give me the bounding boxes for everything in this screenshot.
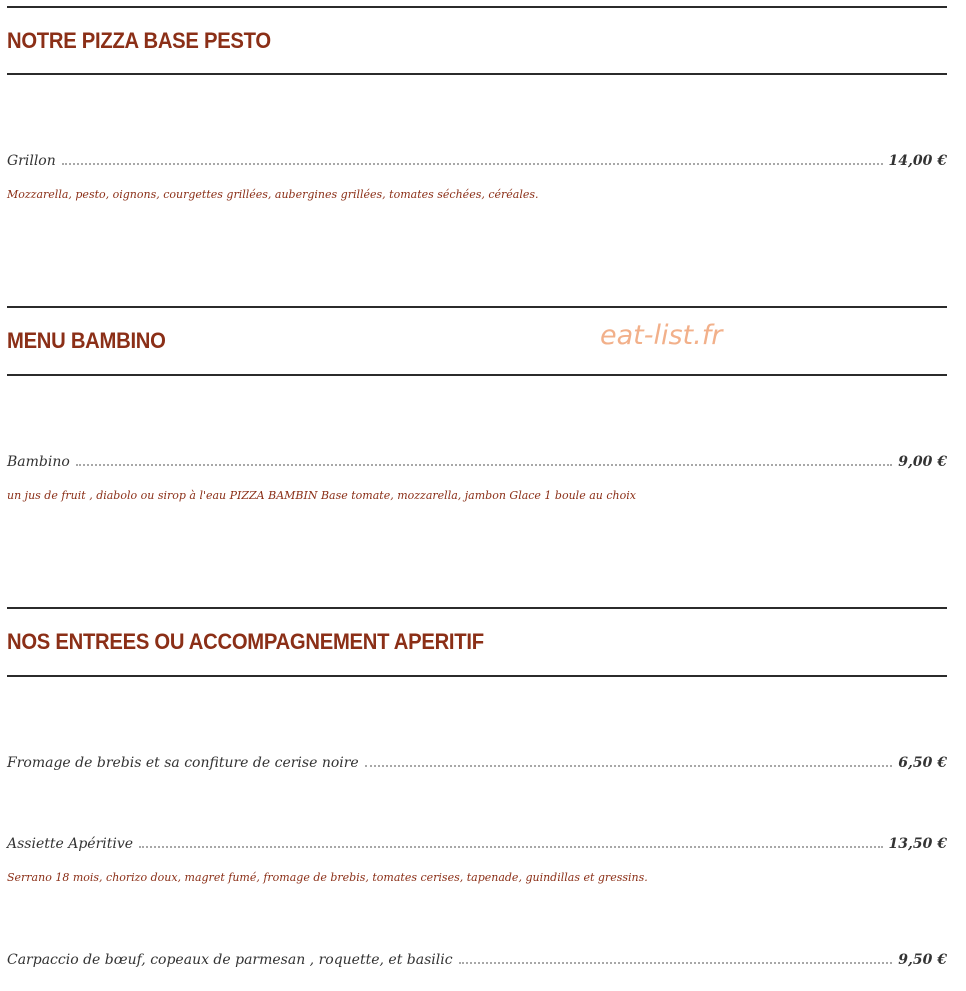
dot-leader <box>459 962 893 964</box>
section-rule-bottom <box>7 73 947 75</box>
section-rule-top <box>7 306 947 308</box>
watermark: eat-list.fr <box>600 320 723 351</box>
item-description: un jus de fruit , diabolo ou sirop à l'eau PIZZA BAMBIN Base tomate, mozzarella, jambon Glace 1 boule au choix <box>7 489 636 502</box>
item-price: 6,50 € <box>898 755 947 771</box>
item-price: 14,00 € <box>888 153 947 169</box>
section-title-entrees: NOS ENTREES OU ACCOMPAGNEMENT APERITIF <box>7 629 484 654</box>
dot-leader <box>76 464 892 466</box>
item-price: 9,50 € <box>898 952 947 968</box>
dot-leader <box>139 846 882 848</box>
dot-leader <box>62 163 883 165</box>
dot-leader <box>365 765 893 767</box>
item-name: Carpaccio de bœuf, copeaux de parmesan , roquette, et basilic <box>7 952 453 968</box>
item-description: Mozzarella, pesto, oignons, courgettes grillées, aubergines grillées, tomates séchées, céréales. <box>7 188 539 201</box>
item-name: Assiette Apéritive <box>7 836 134 852</box>
menu-item-bambino <box>7 448 947 470</box>
menu-item-fromage-brebis <box>7 749 947 771</box>
section-title-pizza-pesto: NOTRE PIZZA BASE PESTO <box>7 28 271 53</box>
menu-item-grillon <box>7 147 947 169</box>
item-name: Bambino <box>7 454 70 470</box>
item-name: Grillon <box>7 153 56 169</box>
section-rule-top <box>7 6 947 8</box>
section-rule-top <box>7 607 947 609</box>
item-description: Serrano 18 mois, chorizo doux, magret fumé, fromage de brebis, tomates cerises, tapenade, guindillas et gressins. <box>7 871 648 884</box>
item-price: 9,00 € <box>898 454 947 470</box>
section-rule-bottom <box>7 374 947 376</box>
menu-item-assiette-aperitive <box>7 830 947 852</box>
menu-item-carpaccio <box>7 946 947 968</box>
section-rule-bottom <box>7 675 947 677</box>
item-name: Fromage de brebis et sa confiture de cerise noire <box>7 755 359 771</box>
item-price: 13,50 € <box>888 836 947 852</box>
section-title-menu-bambino: MENU BAMBINO <box>7 328 166 353</box>
